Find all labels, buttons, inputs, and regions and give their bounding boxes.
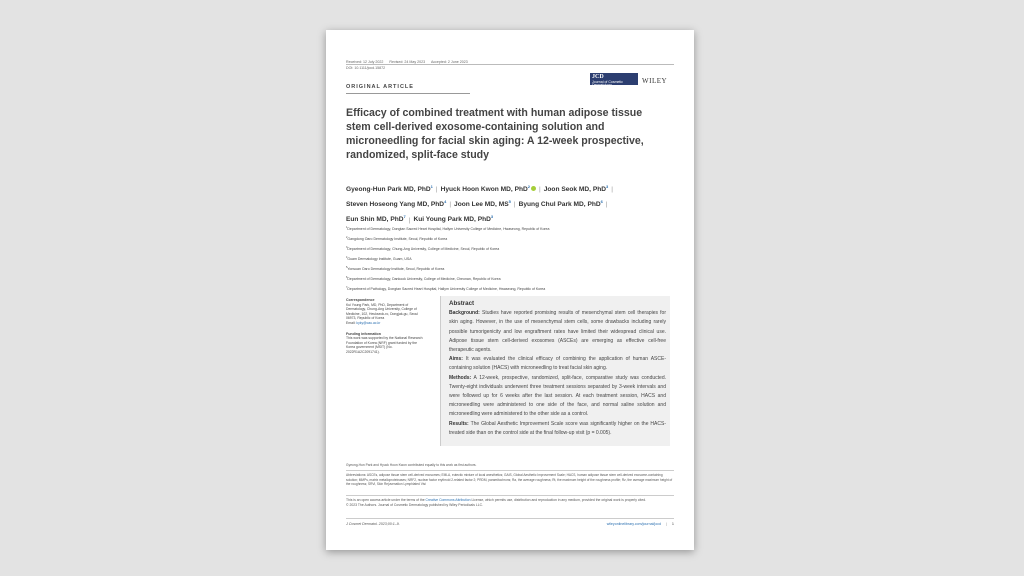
affiliation-item (346, 264, 666, 274)
affiliation-number: 5 (346, 266, 348, 270)
journal-citation: J Cosmet Dermatol. 2023;00:1–9. (346, 522, 400, 526)
copyright-text: © 2023 The Authors. Journal of Cosmetic Dermatology published by Wiley Periodicals LLC. (346, 503, 483, 507)
page-separator: | (665, 521, 667, 526)
author-separator: | (513, 201, 516, 209)
author-affiliation-ref[interactable]: 6 (600, 199, 603, 205)
affiliation-item (346, 274, 666, 284)
author-affiliation-ref[interactable]: 3 (490, 214, 494, 220)
revised-date: Revised: 24 May 2023 (389, 60, 426, 64)
author-name[interactable]: Joon Lee MD, MS (454, 201, 509, 209)
accepted-date: Accepted: 2 June 2023 (430, 60, 468, 64)
journal-logo (590, 73, 638, 88)
author-name[interactable]: Gyeong-Hun Park MD, PhD (346, 186, 431, 194)
author-affiliation-ref[interactable]: 4 (444, 199, 447, 205)
email-link[interactable]: kyky@cau.ac.kr (356, 320, 381, 325)
author-affiliation-ref[interactable]: 1 (430, 184, 433, 189)
journal-website-link[interactable]: wileyonlinelibrary.com/journal/jocd (606, 522, 661, 526)
abstract-heading: Abstract (449, 300, 475, 307)
author-affiliation-ref[interactable]: 3 (606, 184, 609, 189)
sidebar-info (346, 298, 426, 355)
abstract-box (440, 296, 670, 446)
author-affiliation-ref[interactable]: 7 (403, 214, 406, 220)
author-affiliation-ref[interactable]: 5 (508, 199, 511, 205)
divider (346, 470, 674, 471)
paper-page (326, 30, 694, 550)
abstract-background: Background: Studies have reported promising results of mesenchymal stem cell therapies for skin aging. However, in the use of mesenchymal stem cells, some drawbacks including rarely possible tumorigenicity and low engraftment rates have limited their widespread clinical use. Adipose tissue stem cell-derived exosomes (ASCEs) are emerging as effective cell-free therapeutic agents. (449, 310, 666, 354)
affiliation-text: Department of Dermatology, Dankook University, College of Medicine, Cheonan, Republic of Korea (347, 277, 501, 282)
abstract-methods: Methods: A 12-week, prospective, randomized, split-face, comparative study was conducted. Twenty-eight individuals underwent three treatment sessions separated by 3-week intervals and were followed up for 6 weeks after the last session. At each treatment session, HACS and microneedling were administered to one side of the face, and normal saline solution and microneedling were administered to the other side as a control. (449, 374, 666, 418)
article-type: ORIGINAL ARTICLE (346, 84, 414, 90)
author-name[interactable]: Hyuck Hoon Kwon MD, PhD (440, 186, 528, 194)
author-separator: | (449, 201, 452, 209)
affiliation-number: 2 (346, 236, 348, 240)
article-title: Efficacy of combined treatment with human adipose tissue stem cell-derived exosome-containing solution and microneedling for facial skin aging: A 12-week prospective, randomized, split-face study (346, 107, 644, 161)
divider (346, 64, 674, 65)
affiliation-text: Gangdong Oaro Dermatology Institute, Seoul, Republic of Korea (347, 237, 448, 242)
funding-text: This work was supported by the National Research Foundation of Korea (NRF) grant funded by the Korea government (MSIT) (No. 2022R1A2C2091741). (346, 336, 423, 354)
affiliation-number: 3 (346, 246, 348, 250)
funding-heading: Funding information (346, 331, 381, 336)
orcid-icon[interactable] (531, 186, 536, 191)
correspondence-heading: Correspondence (346, 298, 375, 302)
author-affiliation-ref[interactable]: 2 (527, 184, 531, 189)
abstract-aims: Aims: It was evaluated the clinical efficacy of combining the application of human ASCE-containing solution (HACS) with microneedling to treat facial skin aging. (449, 356, 667, 372)
author-separator: | (611, 186, 613, 194)
affiliation-item (346, 234, 666, 244)
received-date: Received: 12 July 2022 (346, 60, 384, 64)
affiliation-item (346, 284, 666, 294)
affiliation-item (346, 254, 666, 264)
doi: DOI: 10.1111/jocd.15872 (346, 66, 386, 70)
affiliation-text: Guam Dermatology Institute, Guam, USA (347, 257, 412, 262)
author-list (346, 181, 676, 227)
abstract-results: Results: The Global Aesthetic Improvement Scale score was significantly higher on the HACS-treated side than on the control side at the final follow-up visit (p = 0.005). (449, 420, 666, 436)
affiliation-number: 4 (346, 256, 348, 260)
author-separator: | (539, 186, 541, 194)
publisher-logo: WILEY (642, 77, 668, 85)
affiliation-number: 6 (346, 276, 348, 280)
affiliation-text: Department of Pathology, Dongtan Sacred Heart Hospital, Hallym University College of Medicine, Hwaseong, Republic of Korea (347, 287, 546, 292)
correspondence-text: Kui Young Park, MD, PhD, Department of Dermatology, Chung-Ang University, College of Medicine, 102, Heukseok-ro, Dongjak-gu, Seoul 06973, Republic of Korea (346, 302, 418, 321)
affiliation-text: Yonsuan Oaro Dermatology Institute, Seoul, Republic of Korea (347, 267, 445, 272)
divider (346, 518, 674, 519)
correspondence-email: Email: kyky@cau.ac.kr (346, 320, 381, 325)
author-separator: | (605, 201, 608, 209)
affiliation-item (346, 244, 666, 254)
affiliation-text: Department of Dermatology, Chung-Ang University, College of Medicine, Seoul, Republic of Korea (347, 247, 500, 252)
journal-name: Journal of Cosmetic Dermatology (592, 79, 623, 88)
affiliation-text: Department of Dermatology, Dongtan Sacred Heart Hospital, Hallym University College of Medicine, Hwaseong, Republic of Korea (347, 227, 550, 232)
page-number: 1 (671, 522, 674, 526)
affiliation-list (346, 224, 666, 294)
author-separator: | (408, 216, 411, 224)
divider (346, 93, 470, 94)
author-name[interactable]: Kui Young Park MD, PhD (413, 216, 491, 224)
divider (346, 495, 674, 496)
equal-contribution-note: Gyeong-Hun Park and Hyuck Hoon Kwon contributed equally to this work as first authors. (346, 463, 477, 467)
author-separator: | (435, 186, 438, 194)
abbreviations-note: Abbreviations: ASCEs, adipose tissue stem cell-derived exosomes; EMLA, eutectic mixture of local anesthetics; GAIS, Global Aesthetic Improvement Scale; HACS, human adipose tissue stem cell-derived exosome-containing solution; MMPs, matrix metalloproteinases; NRF2, nuclear factor erythroid 2-related factor 2; PRDM, paramitochrons; Ra, the average roughness; Rt, the maximum height of the roughness profile; Rz, the average maximum height of the roughness; SRVi, Skin Rejuvenation Lymphlated Visi (346, 473, 673, 487)
journal-abbr: JCD (592, 74, 604, 80)
author-name[interactable]: Eun Shin MD, PhD (346, 216, 404, 224)
author-name[interactable]: Byung Chul Park MD, PhD (518, 201, 601, 209)
affiliation-item (346, 224, 666, 234)
author-name[interactable]: Steven Hoseong Yang MD, PhD (346, 201, 445, 209)
affiliation-number: 1 (346, 226, 348, 229)
affiliation-number: 7 (346, 286, 348, 290)
author-name[interactable]: Joon Seok MD, PhD (543, 186, 607, 194)
license-note: This is an open access article under the terms of the Creative Commons Attribution License, which permits use, distribution and reproduction in any medium, provided the original work is properly cited. © 2023 The Authors. Journal of Cosmetic Dermatology published by Wiley Periodicals LLC. (346, 498, 647, 507)
license-link[interactable]: Creative Commons Attribution (425, 498, 471, 502)
